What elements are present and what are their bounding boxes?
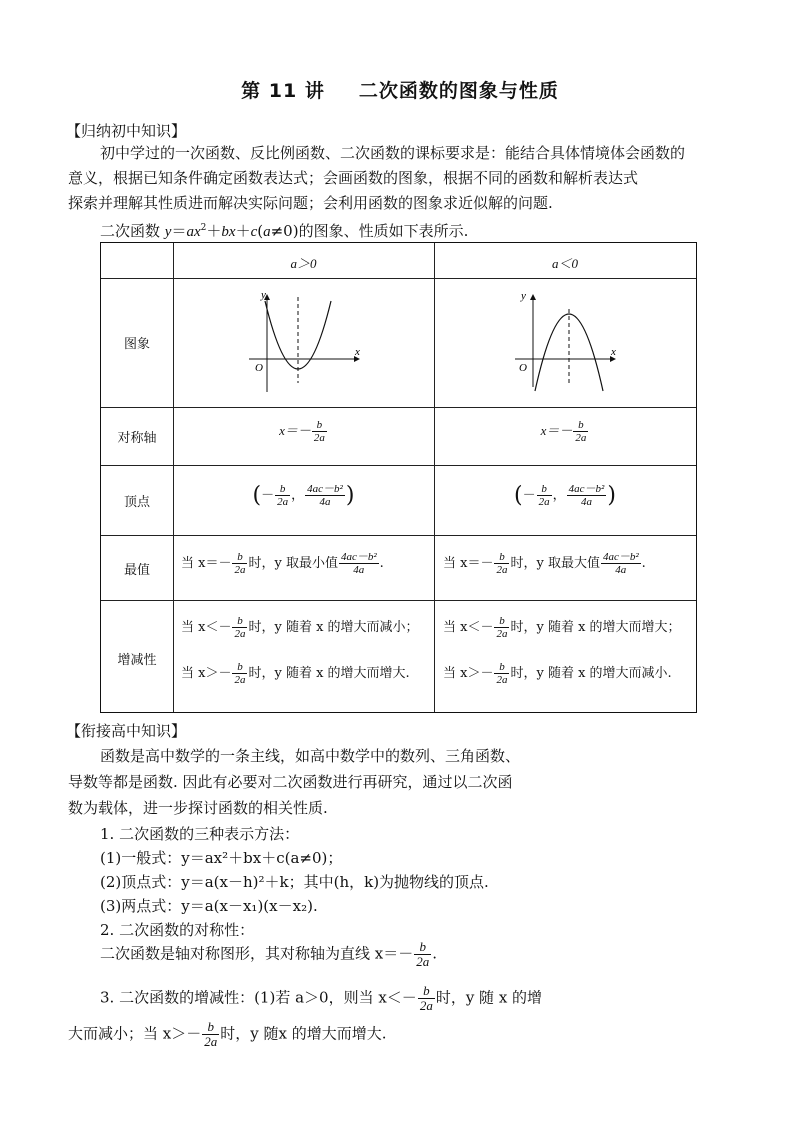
parabola-down-graph: [507, 287, 637, 397]
section1-paragraph: [68, 141, 730, 216]
item2-heading: 2. 二次函数的对称性：: [100, 921, 255, 939]
section2-line-2: 导数等都是函数. 因此有必要对二次函数进行再研究，通过以二次函: [68, 773, 513, 791]
monotonic-positive-line1: 当 x＜－ $\frac{b}{2a}$ 时，y 随着 x 的增大而减小；: [181, 615, 419, 640]
min-value-text: 当 x＝－ $\frac{b}{2a}$ 时，y 取最小值 $\frac{\text{4ac－b²}}{4a}$ .: [181, 551, 384, 576]
section1-line-2: 意义，根据已知条件确定函数表达式；会画函数的图象，根据不同的函数和解析表达式: [68, 169, 639, 187]
row-label-vertex: 顶点: [123, 495, 150, 510]
row-label-axis: 对称轴: [117, 431, 157, 446]
axis-formula-positive: x＝－ $\frac{b}{2a}$: [279, 419, 325, 444]
form-two-point: (3)两点式：y＝a(x－x₁)(x－x₂).: [100, 897, 318, 915]
properties-table: [100, 242, 697, 713]
row-label-monotonic: 增减性: [117, 653, 157, 668]
svg-text:O: O: [255, 362, 263, 374]
section2-paragraph: [100, 743, 762, 769]
parabola-up-graph: [241, 287, 371, 397]
section2-line-1: 函数是高中数学的一条主线，如高中数学中的数列、三角函数、: [100, 747, 521, 765]
header-a-negative: a＜0: [551, 256, 578, 271]
item1-heading: 1. 二次函数的三种表示方法：: [100, 825, 300, 843]
svg-text:O: O: [519, 362, 527, 374]
section1-heading: 【归纳初中知识】: [66, 122, 187, 140]
page-title: [0, 76, 800, 103]
item3-line2: 大而减小；当 x＞－ $\frac{b}{2a}$ 时，y 随x 的增大而增大.: [68, 1019, 387, 1049]
row-label-graph: 图象: [123, 337, 150, 352]
symmetry-statement: 二次函数是轴对称图形，其对称轴为直线 x＝－ $\frac{b}{2a}$ .: [100, 939, 438, 969]
svg-text:x: x: [355, 346, 360, 358]
section1-line-3: 探索并理解其性质进而解决实际问题；会利用函数的图象求近似解的问题.: [68, 194, 553, 212]
max-value-text: 当 x＝－ $\frac{b}{2a}$ 时，y 取最大值 $\frac{\text{4ac－b²}}{4a}$ .: [443, 551, 646, 576]
row-label-extreme: 最值: [123, 563, 150, 578]
svg-text:x: x: [611, 346, 616, 358]
vertex-formula-negative: (－ $\frac{b}{2a}$ ， $\frac{\text{4ac－b²}}{4a}$ ): [514, 483, 616, 508]
axis-formula-negative: x＝－ $\frac{b}{2a}$: [540, 419, 587, 444]
monotonic-negative-line2: 当 x＞－ $\frac{b}{2a}$ 时，y 随着 x 的增大而减小.: [443, 661, 672, 686]
lecture-number: 第 11 讲: [241, 80, 325, 102]
form-vertex: (2)顶点式：y＝a(x－h)²＋k；其中(h，k)为抛物线的顶点.: [100, 873, 489, 891]
monotonic-positive-line2: 当 x＞－ $\frac{b}{2a}$ 时，y 随着 x 的增大而增大.: [181, 661, 410, 686]
section2-heading: 【衔接高中知识】: [66, 722, 187, 740]
section2-paragraph-cont: [68, 769, 730, 821]
svg-text:y: y: [261, 289, 266, 301]
header-a-positive: a＞0: [290, 256, 317, 271]
vertex-formula-positive: (－ $\frac{b}{2a}$ ， $\frac{\text{4ac－b²}}{4a}$ ): [252, 483, 355, 508]
monotonic-negative-line1: 当 x＜－ $\frac{b}{2a}$ 时，y 随着 x 的增大而增大；: [443, 615, 681, 640]
lecture-title: 二次函数的图象与性质: [358, 80, 559, 102]
section1-intro: 二次函数 $y=ax^2+bx+c(a\ne 0)$的图象、性质如下表所示.: [100, 222, 469, 240]
section1-line-1: 初中学过的一次函数、反比例函数、二次函数的课标要求是：能结合具体情境体会函数的: [100, 144, 686, 162]
form-general: (1)一般式：y＝ax²＋bx＋c(a≠0)；: [100, 849, 343, 867]
item3-line1: 3. 二次函数的增减性：(1)若 a＞0，则当 x＜－ $\frac{b}{2a}$ 时，y 随 x 的增: [100, 983, 543, 1013]
svg-text:y: y: [521, 290, 526, 302]
section2-line-3: 数为载体，进一步探讨函数的相关性质.: [68, 799, 328, 817]
